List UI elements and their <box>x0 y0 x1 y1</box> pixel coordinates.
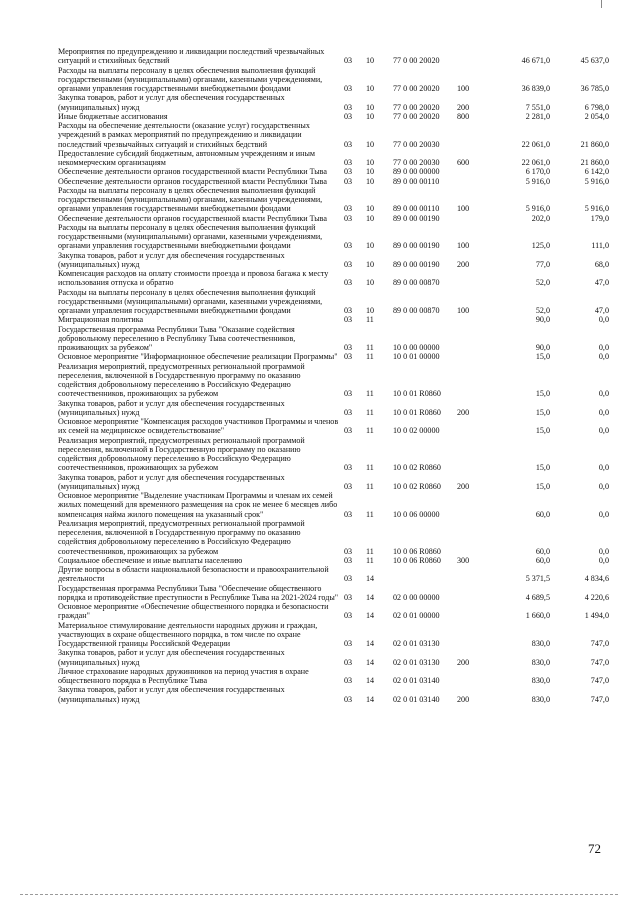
budget-allocation-table <box>58 47 613 704</box>
amount-year-2-cell: 0,0 <box>598 407 609 417</box>
target-item-code-cell: 10 0 01 00000 <box>393 352 440 362</box>
amount-year-1-cell: 830,0 <box>531 676 550 685</box>
expense-type-code-cell: 100 <box>457 306 470 315</box>
row-name-cell: Государственная программа Республики Тыва "Обеспечение общественного порядка и противодействие преступности в Республике Тыва на 2021-2024 годы" <box>58 583 339 602</box>
row-name-cell: Основное мероприятие "Компенсация расходов участников Программы и членов их семей на медицинское освидетельствование" <box>58 417 339 436</box>
section-code-cell: 03 <box>344 426 353 436</box>
table-row <box>58 223 613 251</box>
expense-type-code-cell <box>457 47 487 66</box>
amount-year-2-cell: 747,0 <box>590 694 609 704</box>
target-item-code-cell: 10 0 01 R0860 <box>393 407 441 417</box>
table-row <box>58 214 613 223</box>
amount-year-2-cell: 179,0 <box>590 213 609 223</box>
amount-year-2-cell: 2 054,0 <box>584 111 609 121</box>
section-code-cell: 03 <box>344 139 353 149</box>
subsection-code-cell: 14 <box>366 676 375 685</box>
expense-type-code-cell <box>457 491 487 519</box>
target-item-code-cell: 89 0 00 00190 <box>393 241 440 251</box>
expense-type-code-cell <box>457 325 487 353</box>
amount-year-2-cell: 68,0 <box>594 259 609 269</box>
target-item-code-cell: 77 0 00 20030 <box>393 139 440 149</box>
target-item-code-cell: 02 0 00 00000 <box>393 592 440 602</box>
amount-year-2-cell: 0,0 <box>598 481 609 491</box>
expense-type-code-cell: 200 <box>457 481 470 491</box>
target-item-code-cell: 77 0 00 20020 <box>393 111 440 121</box>
target-item-code-cell: 10 0 01 R0860 <box>393 389 441 399</box>
expense-type-code-cell <box>457 584 487 603</box>
table-row <box>58 177 613 186</box>
row-name-cell: Расходы на выплаты персоналу в целях обеспечения выполнения функций государственными (муниципальными) органами, казенными учреждениями, органами управления государственными внебюджетными фондами <box>58 65 323 93</box>
amount-year-2-cell: 36 785,0 <box>580 84 609 93</box>
amount-year-2-cell: 5 916,0 <box>584 204 609 214</box>
row-name-cell: Основное мероприятие "Выделение участникам Программы и членам их семей жилых помещений для временного размещения на срок не менее 6 месяцев либо компенсация найма жилого помещения на указанный срок" <box>58 491 338 519</box>
section-code-cell: 03 <box>344 676 353 685</box>
expense-type-code-cell <box>457 362 487 399</box>
subsection-code-cell: 10 <box>366 111 375 121</box>
table-row <box>58 621 613 649</box>
row-name-cell: Расходы на выплаты персоналу в целях обеспечения выполнения функций государственными (муниципальными) органами, казенными учреждениями, органами управления государственными внебюджетными фондами <box>58 222 323 251</box>
subsection-code-cell: 14 <box>366 657 375 667</box>
section-code-cell: 03 <box>344 389 353 399</box>
subsection-code-cell: 11 <box>366 407 374 417</box>
expense-type-code-cell <box>457 417 487 436</box>
subsection-code-cell: 10 <box>366 241 375 251</box>
table-row <box>58 436 613 473</box>
section-code-cell: 03 <box>344 657 353 667</box>
amount-year-2-cell: 6 142,0 <box>584 167 609 177</box>
scan-edge-mark <box>601 0 602 8</box>
expense-type-code-cell: 200 <box>457 102 470 112</box>
row-name-cell: Предоставление субсидий бюджетным, автономным учреждениям и иным некоммерческим организациям <box>58 148 316 167</box>
expense-type-code-cell <box>457 621 487 649</box>
section-code-cell: 03 <box>344 463 353 473</box>
amount-year-2-cell: 21 860,0 <box>580 158 609 167</box>
subsection-code-cell: 11 <box>366 343 374 352</box>
amount-year-1-cell: 1 660,0 <box>525 611 550 621</box>
target-item-code-cell: 89 0 00 00110 <box>393 204 440 214</box>
table-row <box>58 315 613 324</box>
subsection-code-cell: 11 <box>366 546 374 556</box>
table-row <box>58 352 613 361</box>
row-name-cell: Обеспечение деятельности органов государственной власти Республики Тыва <box>58 176 327 186</box>
expense-type-code-cell: 300 <box>457 555 470 565</box>
amount-year-1-cell: 830,0 <box>531 657 550 667</box>
amount-year-2-cell: 0,0 <box>598 343 609 352</box>
amount-year-2-cell: 0,0 <box>598 509 609 519</box>
amount-year-1-cell: 15,0 <box>535 389 550 399</box>
amount-year-2-cell: 747,0 <box>590 639 609 648</box>
section-code-cell: 03 <box>344 555 353 565</box>
row-name-cell: Обеспечение деятельности органов государственной власти Республики Тыва <box>58 167 327 177</box>
amount-year-1-cell: 15,0 <box>535 481 550 491</box>
expense-type-code-cell <box>457 667 487 686</box>
amount-year-1-cell: 46 671,0 <box>521 56 550 66</box>
row-name-cell: Расходы на выплаты персоналу в целях обеспечения выполнения функций государственными (муниципальными) органами, казенными учреждениями, органами управления государственными внебюджетными фондами <box>58 287 323 315</box>
amount-year-2-cell: 747,0 <box>590 676 609 685</box>
table-row <box>58 685 613 704</box>
row-name-cell: Обеспечение деятельности органов государственной власти Республики Тыва <box>58 213 327 223</box>
target-item-code-cell: 77 0 00 20020 <box>393 102 440 112</box>
row-name-cell: Другие вопросы в области национальной безопасности и правоохранительной деятельности <box>58 565 329 584</box>
subsection-code-cell: 10 <box>366 167 375 177</box>
section-code-cell: 03 <box>344 611 353 621</box>
subsection-code-cell: 10 <box>366 213 375 223</box>
amount-year-1-cell: 52,0 <box>535 306 550 315</box>
amount-year-1-cell: 15,0 <box>535 407 550 417</box>
table-row <box>58 93 613 112</box>
amount-year-1-cell: 4 689,5 <box>525 592 550 602</box>
subsection-code-cell: 10 <box>366 204 375 214</box>
target-item-code-cell: 77 0 00 20020 <box>393 56 440 66</box>
table-row <box>58 288 613 316</box>
table-body <box>58 47 613 704</box>
table-row <box>58 399 613 418</box>
section-code-cell: 03 <box>344 546 353 556</box>
amount-year-2-cell: 4 834,6 <box>584 574 609 584</box>
amount-year-1-cell: 6 170,0 <box>525 167 550 177</box>
expense-type-code-cell <box>457 177 487 186</box>
target-item-code-cell <box>391 315 457 324</box>
subsection-code-cell: 14 <box>366 574 375 584</box>
subsection-code-cell: 10 <box>366 176 375 186</box>
section-code-cell: 03 <box>344 259 353 269</box>
subsection-code-cell: 10 <box>366 259 375 269</box>
target-item-code-cell: 89 0 00 00870 <box>393 306 440 315</box>
expense-type-code-cell <box>457 519 487 556</box>
bottom-divider <box>20 894 618 895</box>
target-item-code-cell: 10 0 02 R0860 <box>393 481 441 491</box>
expense-type-code-cell <box>457 269 487 288</box>
amount-year-1-cell: 36 839,0 <box>521 84 550 93</box>
amount-year-1-cell: 90,0 <box>535 343 550 352</box>
subsection-code-cell: 10 <box>366 84 375 93</box>
subsection-code-cell: 14 <box>366 592 375 602</box>
target-item-code-cell: 02 0 01 00000 <box>393 611 440 621</box>
amount-year-2-cell: 0,0 <box>598 426 609 436</box>
amount-year-2-cell: 4 220,6 <box>584 592 609 602</box>
row-name-cell: Основное мероприятие "Информационное обеспечение реализации Программы" <box>58 352 338 362</box>
target-item-code-cell: 02 0 01 03140 <box>393 694 440 704</box>
subsection-code-cell: 14 <box>366 639 375 648</box>
table-row <box>58 648 613 667</box>
row-name-cell: Закупка товаров, работ и услуг для обеспечения государственных (муниципальных) нужд <box>58 648 285 667</box>
subsection-code-cell: 11 <box>366 389 374 399</box>
amount-year-2-cell: 111,0 <box>591 241 609 251</box>
amount-year-1-cell: 22 061,0 <box>521 158 550 167</box>
section-code-cell: 03 <box>344 639 353 648</box>
amount-year-1-cell: 15,0 <box>535 426 550 436</box>
expense-type-code-cell <box>457 436 487 473</box>
table-row <box>58 325 613 353</box>
subsection-code-cell: 10 <box>366 306 375 315</box>
expense-type-code-cell <box>457 602 487 621</box>
section-code-cell: 03 <box>344 204 353 214</box>
amount-year-1-cell: 22 061,0 <box>521 139 550 149</box>
row-name-cell: Миграционная политика <box>58 315 144 325</box>
section-code-cell: 03 <box>344 241 353 251</box>
amount-year-2-cell: 47,0 <box>594 306 609 315</box>
target-item-code-cell: 10 0 02 00000 <box>393 426 440 436</box>
table-row <box>58 667 613 686</box>
subsection-code-cell: 10 <box>366 139 375 149</box>
subsection-code-cell: 14 <box>366 694 375 704</box>
target-item-code-cell: 89 0 00 00190 <box>393 259 440 269</box>
target-item-code-cell: 77 0 00 20020 <box>393 84 440 93</box>
amount-year-1-cell: 52,0 <box>535 278 550 288</box>
amount-year-2-cell: 747,0 <box>590 657 609 667</box>
target-item-code-cell: 10 0 06 00000 <box>393 509 440 519</box>
section-code-cell: 03 <box>344 176 353 186</box>
amount-year-1-cell: 2 281,0 <box>525 111 550 121</box>
subsection-code-cell: 10 <box>366 158 375 167</box>
row-name-cell: Компенсация расходов на оплату стоимости проезда и провоза багажа к месту использования отпуска и обратно <box>58 269 329 288</box>
amount-year-2-cell: 0,0 <box>598 315 609 325</box>
target-item-code-cell: 77 0 00 20030 <box>393 158 440 167</box>
section-code-cell: 03 <box>344 102 353 112</box>
table-row <box>58 167 613 176</box>
subsection-code-cell: 11 <box>366 315 374 325</box>
table-row <box>58 47 613 66</box>
amount-year-2-cell: 0,0 <box>598 352 609 362</box>
expense-type-code-cell: 200 <box>457 407 470 417</box>
section-code-cell: 03 <box>344 574 353 584</box>
section-code-cell: 03 <box>344 343 353 352</box>
subsection-code-cell: 14 <box>366 611 375 621</box>
target-item-code-cell: 10 0 02 R0860 <box>393 463 441 473</box>
section-code-cell: 03 <box>344 306 353 315</box>
section-code-cell: 03 <box>344 111 353 121</box>
amount-year-2-cell: 5 916,0 <box>584 176 609 186</box>
amount-year-1-cell: 60,0 <box>535 546 550 556</box>
subsection-code-cell: 10 <box>366 278 375 288</box>
subsection-code-cell: 11 <box>366 555 374 565</box>
expense-type-code-cell <box>457 352 487 361</box>
row-name-cell: Личное страхование народных дружинников на период участия в охране общественного порядка в Республике Тыва <box>58 666 309 685</box>
expense-type-code-cell: 200 <box>457 694 470 704</box>
amount-year-1-cell: 202,0 <box>531 213 550 223</box>
row-name-cell: Закупка товаров, работ и услуг для обеспечения государственных (муниципальных) нужд <box>58 93 285 112</box>
amount-year-2-cell: 1 494,0 <box>584 611 609 621</box>
section-code-cell: 03 <box>344 167 353 177</box>
amount-year-1-cell: 15,0 <box>535 463 550 473</box>
amount-year-1-cell: 60,0 <box>535 509 550 519</box>
table-row <box>58 602 613 621</box>
expense-type-code-cell: 600 <box>457 158 470 167</box>
table-row <box>58 362 613 399</box>
table-row <box>58 269 613 288</box>
table-row <box>58 584 613 603</box>
row-name-cell: Реализация мероприятий, предусмотренных региональной программой переселения, включенной в Государственную программу по оказанию содействия добровольному переселению в Российскую Федерацию соотечественников, проживающих за рубежом <box>58 435 305 473</box>
target-item-code-cell: 89 0 00 00000 <box>393 167 440 177</box>
subsection-code-cell: 11 <box>366 481 374 491</box>
section-code-cell: 03 <box>344 694 353 704</box>
amount-year-2-cell: 47,0 <box>594 278 609 288</box>
amount-year-2-cell: 6 798,0 <box>584 102 609 112</box>
row-name-cell: Основное мероприятие «Обеспечение общественного порядка и безопасности граждан" <box>58 602 329 621</box>
expense-type-code-cell: 800 <box>457 111 470 121</box>
table-row <box>58 491 613 519</box>
amount-year-1-cell: 60,0 <box>535 555 550 565</box>
amount-year-1-cell: 90,0 <box>535 315 550 325</box>
row-name-cell: Реализация мероприятий, предусмотренных региональной программой переселения, включенной в Государственную программу по оказанию содействия добровольному переселению в Российскую Федерацию соотечественников, проживающих за рубежом <box>58 518 305 556</box>
table-row <box>58 121 613 149</box>
expense-type-code-cell <box>457 214 487 223</box>
expense-type-code-cell: 100 <box>457 84 470 93</box>
row-name-cell: Мероприятия по предупреждению и ликвидации последствий чрезвычайных ситуаций и стихийных бедствий <box>58 47 325 66</box>
target-item-code-cell: 02 0 01 03140 <box>393 676 440 685</box>
amount-year-2-cell: 0,0 <box>598 555 609 565</box>
target-item-code-cell: 89 0 00 00870 <box>393 278 440 288</box>
expense-type-code-cell: 100 <box>457 241 470 251</box>
section-code-cell: 03 <box>344 84 353 93</box>
row-name-cell: Закупка товаров, работ и услуг для обеспечения государственных (муниципальных) нужд <box>58 250 285 269</box>
row-name-cell: Государственная программа Республики Тыва "Оказание содействия добровольному переселению в Республику Тыва соотечественников, проживающих за рубежом" <box>58 324 296 352</box>
target-item-code-cell: 89 0 00 00110 <box>393 176 440 186</box>
section-code-cell: 03 <box>344 352 353 362</box>
table-row <box>58 417 613 436</box>
amount-year-1-cell: 830,0 <box>531 639 550 648</box>
row-name-cell: Закупка товаров, работ и услуг для обеспечения государственных (муниципальных) нужд <box>58 685 285 704</box>
table-row <box>58 251 613 270</box>
subsection-code-cell: 10 <box>366 56 375 66</box>
target-item-code-cell: 02 0 01 03130 <box>393 657 440 667</box>
subsection-code-cell: 11 <box>366 463 374 473</box>
row-name-cell: Закупка товаров, работ и услуг для обеспечения государственных (муниципальных) нужд <box>58 398 285 417</box>
subsection-code-cell: 11 <box>366 509 374 519</box>
section-code-cell: 03 <box>344 509 353 519</box>
expense-type-code-cell <box>457 315 487 324</box>
target-item-code-cell: 10 0 00 00000 <box>393 343 440 352</box>
amount-year-2-cell: 21 860,0 <box>580 139 609 149</box>
amount-year-1-cell: 830,0 <box>531 694 550 704</box>
section-code-cell: 03 <box>344 56 353 66</box>
subsection-code-cell: 11 <box>366 352 374 362</box>
target-item-code-cell: 02 0 01 03130 <box>393 639 440 648</box>
expense-type-code-cell: 100 <box>457 204 470 214</box>
table-row <box>58 556 613 565</box>
subsection-code-cell: 10 <box>366 102 375 112</box>
expense-type-code-cell <box>457 565 487 584</box>
page-number: 72 <box>588 841 601 856</box>
amount-year-2-cell: 45 637,0 <box>580 56 609 66</box>
amount-year-1-cell: 7 551,0 <box>525 102 550 112</box>
table-row <box>58 112 613 121</box>
row-name-cell: Закупка товаров, работ и услуг для обеспечения государственных (муниципальных) нужд <box>58 472 285 491</box>
row-name-cell: Расходы на выплаты персоналу в целях обеспечения выполнения функций государственными (муниципальными) органами, казенными учреждениями, органами управления государственными внебюджетными фондами <box>58 185 323 214</box>
section-code-cell: 03 <box>344 481 353 491</box>
target-item-code-cell: 10 0 06 R0860 <box>393 546 441 556</box>
amount-year-1-cell: 125,0 <box>531 241 550 251</box>
target-item-code-cell: 89 0 00 00190 <box>393 213 440 223</box>
row-name-cell: Материальное стимулирование деятельности народных дружин и граждан, участвующих в охране общественного порядка, в том числе по охране Государственной границы Российской Федерации <box>58 620 318 648</box>
row-name-cell: Расходы на обеспечение деятельности (оказание услуг) государственных учреждений в рамках мероприятий по предупреждению и ликвидации последствий чрезвычайных ситуаций и стихийных бедствий <box>58 121 310 149</box>
amount-year-1-cell: 15,0 <box>535 352 550 362</box>
section-code-cell: 03 <box>344 213 353 223</box>
amount-year-2-cell: 0,0 <box>598 389 609 399</box>
table-row <box>58 186 613 214</box>
target-item-code-cell: 10 0 06 R0860 <box>393 555 441 565</box>
section-code-cell: 03 <box>344 407 353 417</box>
section-code-cell: 03 <box>344 592 353 602</box>
table-row <box>58 149 613 168</box>
amount-year-1-cell: 77,0 <box>535 259 550 269</box>
row-name-cell: Социальное обеспечение и иные выплаты населению <box>58 555 243 565</box>
section-code-cell: 03 <box>344 158 353 167</box>
table-row <box>58 519 613 556</box>
amount-year-1-cell: 5 916,0 <box>525 176 550 186</box>
target-item-code-cell <box>391 565 457 584</box>
expense-type-code-cell <box>457 121 487 149</box>
table-row <box>58 565 613 584</box>
expense-type-code-cell <box>457 167 487 176</box>
subsection-code-cell: 11 <box>366 426 374 436</box>
section-code-cell: 03 <box>344 315 353 325</box>
amount-year-2-cell: 0,0 <box>598 463 609 473</box>
section-code-cell: 03 <box>344 278 353 288</box>
row-name-cell: Иные бюджетные ассигнования <box>58 111 168 121</box>
amount-year-2-cell: 0,0 <box>598 546 609 556</box>
amount-year-1-cell: 5 371,5 <box>525 574 550 584</box>
expense-type-code-cell: 200 <box>457 657 470 667</box>
row-name-cell: Реализация мероприятий, предусмотренных региональной программой переселения, включенной в Государственную программу по оказанию содействия добровольному переселению в Российскую Федерацию соотечественников, проживающих за рубежом <box>58 361 305 399</box>
table-row <box>58 473 613 492</box>
expense-type-code-cell: 200 <box>457 259 470 269</box>
table-row <box>58 66 613 94</box>
amount-year-1-cell: 5 916,0 <box>525 204 550 214</box>
